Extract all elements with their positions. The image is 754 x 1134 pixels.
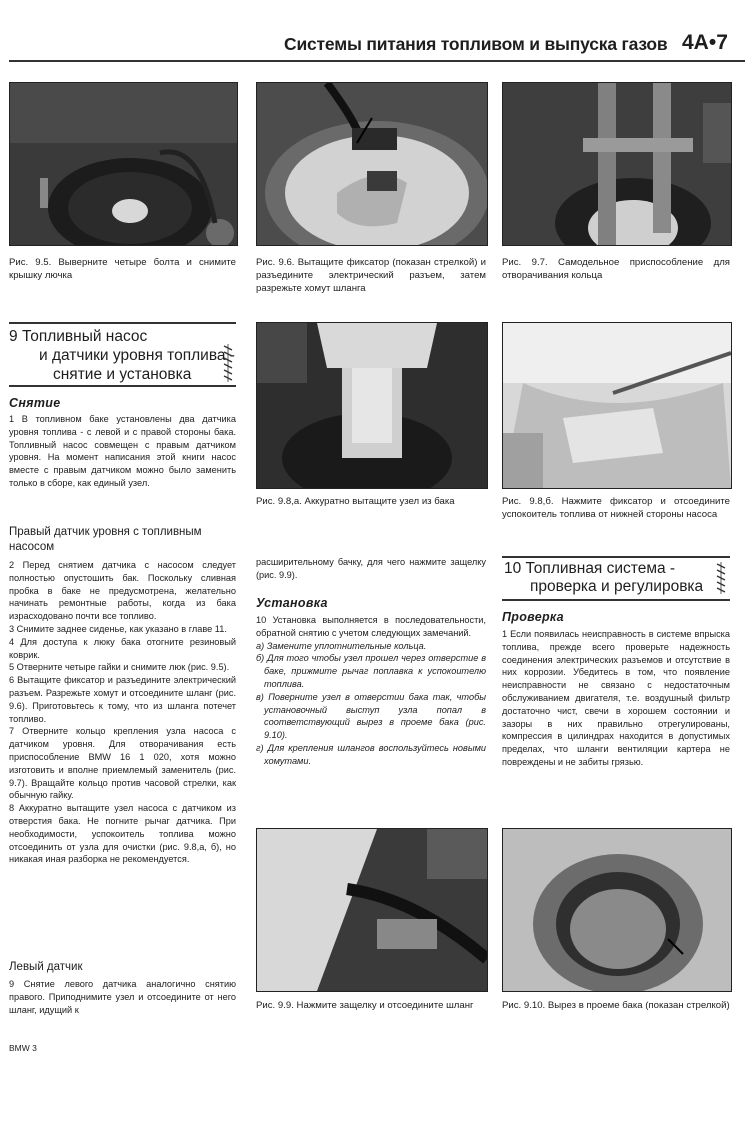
section-9-title-line3: снятие и установка: [53, 366, 192, 383]
footer-label: BMW 3: [9, 1043, 37, 1053]
paragraph-10: 10 Установка выполняется в последовательности, обратной снятию с учетом следующих замечаний.: [256, 615, 486, 638]
note-d: г) Для крепления шлангов воспользуйтесь новыми хомутами.: [256, 742, 486, 766]
figure-9-7-photo: [502, 82, 732, 246]
figure-9-8a-photo: [256, 322, 488, 489]
paragraph-7: 7 Отверните кольцо крепления узла насоса с датчиком уровня. Для отворачивания есть приспособление BMW 16 1 020, хотя можно изготовить и вполне приемлемый заменитель (рис. 9.7). Вращайте кольцо против часовой стрелки, как обычную гайку.: [9, 726, 236, 801]
column-1-text-b: [9, 559, 236, 866]
section-10-title-line1: 10 Топливная система -: [504, 560, 676, 577]
paragraph-9-continued: расширительному бачку, для чего нажмите защелку (рис. 9.9).: [256, 557, 486, 580]
page-number: 4A•7: [682, 31, 728, 54]
paragraph-6: 6 Вытащите фиксатор и разъедините электрический разъем. Разрежьте хомут и отсоедините шланг (рис. 9.6). Приготовьтесь к тому, что из шланга потечет топливо.: [9, 675, 236, 724]
paragraph-2: 2 Перед снятием датчика с насосом следует полностью опустошить бак. Поскольку сливная пробка в баке не предусмотрена, желательно начинать ремонтные работы, когда из бака израсходовано почти все топливо.: [9, 560, 236, 622]
paragraph-4: 4 Для доступа к люку бака отогните резиновый коврик.: [9, 636, 236, 660]
page-header-title: Системы питания топливом и выпуска газов: [284, 34, 668, 54]
figure-9-6-caption: Рис. 9.6. Вытащите фиксатор (показан стрелкой) и разъедините электрический разъем, затем разрежьте хомут шланга: [256, 257, 486, 294]
section-10-paragraph-1: 1 Если появилась неисправность в системе впрыска топлива, прежде всего проверьте надежность соединения электрических разъемов и отсутствие в них коррозии. Убедитесь в том, что появление неисправности не связано с недостаточным обслуживанием двигателя, т.е. воздушный фильтр достаточно чист, свечи в хорошем состоянии и зазоры в них правильно отрегулированы, компрессия в цилиндрах находится в допустимых пределах, что шланги вентиляции картера не повреждены и не забиты грязью.: [502, 629, 730, 767]
difficulty-icon: [222, 342, 234, 384]
paragraph-3: 3 Снимите заднее сиденье, как указано в главе 11.: [9, 623, 227, 634]
figure-9-8b-caption: Рис. 9.8,б. Нажмите фиксатор и отсоедините успокоитель топлива от нижней стороны насоса: [502, 496, 730, 520]
section-10-title-line2: проверка и регулировка: [530, 578, 704, 595]
figure-9-5-photo: [9, 82, 238, 246]
figure-9-8b-photo: [502, 322, 732, 489]
paragraph-5: 5 Отверните четыре гайки и снимите люк (рис. 9.5).: [9, 662, 230, 673]
column-2-text-a: [256, 556, 486, 582]
column-2-text-b: [256, 614, 486, 768]
column-1-text-a: [9, 413, 236, 490]
section-9-title-line2: и датчики уровня топлива -: [39, 347, 235, 364]
section-9-heading: [9, 322, 236, 386]
check-heading: Проверка: [502, 610, 564, 624]
figure-9-10-photo: [502, 828, 732, 992]
header-rule: [9, 60, 745, 62]
left-sensor-heading: Левый датчик: [9, 961, 83, 973]
column-3-text: [502, 628, 730, 769]
removal-heading: Снятие: [9, 396, 61, 410]
figure-9-6-photo: [256, 82, 488, 246]
column-1-text-c: [9, 978, 236, 1016]
figure-9-8a-caption: Рис. 9.8,а. Аккуратно вытащите узел из бака: [256, 496, 455, 507]
paragraph-9: 9 Снятие левого датчика аналогично снятию правого. Приподнимите узел и отсоедините от него шланг, идущий к: [9, 979, 236, 1015]
note-c: в) Поверните узел в отверстии бака так, чтобы установочный выступ узла попал в соответствующий вырез в проеме бака (рис. 9.10).: [256, 691, 486, 741]
figure-9-7-caption: Рис. 9.7. Самодельное приспособление для отворачивания кольца: [502, 257, 730, 281]
figure-9-9-caption: Рис. 9.9. Нажмите защелку и отсоедините шланг: [256, 1000, 474, 1011]
figure-9-10-caption: Рис. 9.10. Вырез в проеме бака (показан стрелкой): [502, 1000, 730, 1011]
difficulty-icon: [715, 560, 727, 596]
note-a: а) Замените уплотнительные кольца.: [256, 640, 427, 651]
paragraph-8: 8 Аккуратно вытащите узел насоса с датчиком из отверстия бака. Не погните рычаг датчика. При необходимости, успокоитель топлива можно отсоединить от узла для очистки (рис. 9.8,а, б), но никакая иная разборка не рекомендуется.: [9, 803, 236, 865]
section-9-title-line1: 9 Топливный насос: [9, 328, 148, 345]
section-10-heading: [502, 556, 730, 600]
installation-heading: Установка: [256, 596, 328, 610]
right-sensor-heading: Правый датчик уровня с топливным насосом: [9, 526, 202, 553]
paragraph-1: 1 В топливном баке установлены два датчика уровня топлива - с левой и с правой стороны бака. Топливный насос совмещен с правым датчиком уровня. На момент написания этой книги насос вместе с правым датчиком можно было заменить только в сборе, как единый узел.: [9, 414, 236, 488]
figure-9-9-photo: [256, 828, 488, 992]
note-b: б) Для того чтобы узел прошел через отверстие в баке, прижмите рычаг поплавка к успокоителю топлива.: [256, 653, 486, 689]
figure-9-5-caption: Рис. 9.5. Выверните четыре болта и снимите крышку лючка: [9, 257, 236, 281]
